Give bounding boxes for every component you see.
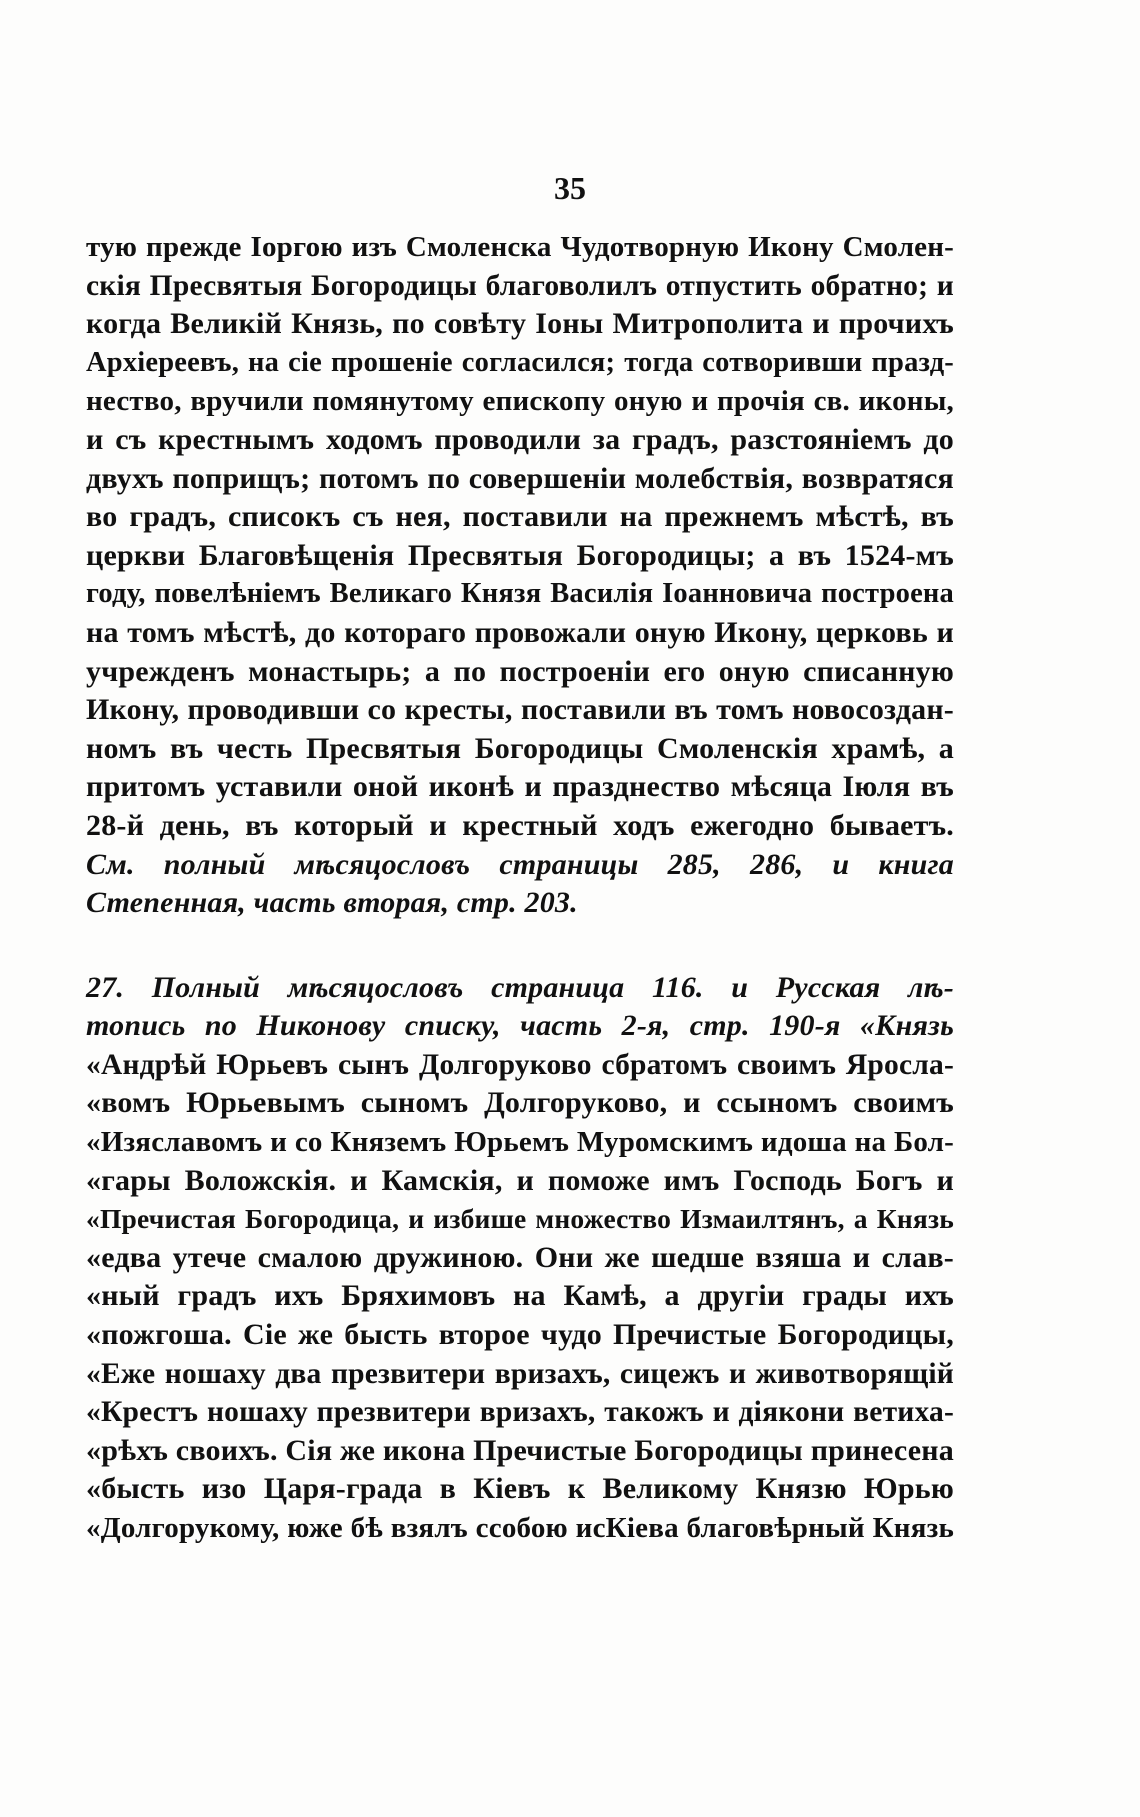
paragraph-2: [86, 969, 954, 1548]
text-line: нество, вручили помянутому епископу оную и прочія св. иконы,: [86, 385, 954, 418]
text-line: 28-й день, въ который и крестный ходъ ежегодно бываетъ.: [86, 808, 954, 842]
paragraph-gap: [86, 923, 954, 969]
quote-line: «Пречистая Богородица, и избише множество Измаилтянъ, а Князь: [86, 1203, 954, 1235]
text-line: когда Великій Князь, по совѣту Іоны Митрополита и прочихъ: [86, 307, 954, 341]
quote-line: «Крестъ ношаху презвитери вризахъ, такожъ и діякони ветиха-: [86, 1396, 954, 1429]
page-number: 35: [554, 170, 586, 206]
body-text: [86, 228, 954, 1548]
text-line: и съ крестнымъ ходомъ проводили за градъ, разстояніемъ до: [86, 422, 954, 456]
text-line: номъ въ честь Пресвятыя Богородицы Смоленскія храмѣ, а: [86, 731, 954, 765]
quote-line: «бысть изо Царя-града в Кіевъ к Великому Князю Юрью: [86, 1472, 954, 1506]
text-line: во градъ, списокъ съ нея, поставили на прежнемъ мѣстѣ, въ: [86, 500, 954, 534]
text-line: на томъ мѣстѣ, до котораго провожали оную Икону, церковь и: [86, 615, 954, 649]
text-line: учрежденъ монастырь; а по построеніи его оную списанную: [86, 654, 954, 688]
quote-line: «Еже ношаху два презвитери вризахъ, сицежъ и животворящій: [86, 1357, 954, 1390]
quote-line: «едва утече смалою дружиною. Они же шедше взяша и слав-: [86, 1240, 954, 1274]
quote-line: «пожгоша. Сіе же бысть второе чудо Пречистые Богородицы,: [86, 1318, 954, 1352]
text-line: Икону, проводивши со кресты, поставили въ томъ новосоздан-: [86, 693, 954, 727]
footnote-heading-line: 27. Полный мѣсяцословъ страница 116. и Русская лѣ-: [86, 970, 954, 1004]
text-line: церкви Благовѣщенія Пресвятыя Богородицы; а въ 1524-мъ: [86, 538, 954, 572]
quote-line: «рѣхъ своихъ. Сія же икона Пречистые Богородицы принесена: [86, 1433, 954, 1467]
text-line: скія Пресвятыя Богородицы благоволилъ отпустить обратно; и: [86, 269, 954, 302]
quote-line: «Изяславомъ и со Княземъ Юрьемъ Муромскимъ идоша на Бол-: [86, 1126, 954, 1159]
text-line: двухъ поприщъ; потомъ по совершеніи молебствія, возвратяся: [86, 461, 954, 495]
quote-line: «Долгорукому, юже бѣ взялъ ссобою исКіева благовѣрный Князь: [86, 1512, 954, 1544]
text-line: Архіереевъ, на сіе прошеніе согласился; тогда сотворивши празд-: [86, 346, 954, 378]
text-line: тую прежде Іоргою изъ Смоленска Чудотворную Икону Смолен-: [86, 231, 954, 263]
citation-line: Степенная, часть вторая, стр. 203.: [86, 886, 578, 920]
citation-line: См. полный мѣсяцословъ страницы 285, 286, и книга: [86, 847, 954, 881]
text-line: году, повелѣніемъ Великаго Князя Василія Іоанновича построена: [86, 578, 954, 610]
quote-line: «ный градъ ихъ Бряхимовъ на Камѣ, а другіи грады ихъ: [86, 1279, 954, 1313]
quote-line: «гары Воложскія. и Камскія, и поможе имъ Господь Богъ и: [86, 1163, 954, 1197]
quote-line: «Андрѣй Юрьевъ сынъ Долгоруково сбратомъ своимъ Яросла-: [86, 1048, 954, 1081]
quote-line: «вомъ Юрьевымъ сыномъ Долгоруково, и ссыномъ своимъ: [86, 1086, 954, 1120]
paragraph-1: [86, 228, 954, 923]
footnote-heading-line: топись по Никонову списку, часть 2-я, стр. 190-я «Князь: [86, 1009, 954, 1043]
text-line: притомъ уставили оной иконѣ и празднество мѣсяца Іюля въ: [86, 770, 954, 804]
